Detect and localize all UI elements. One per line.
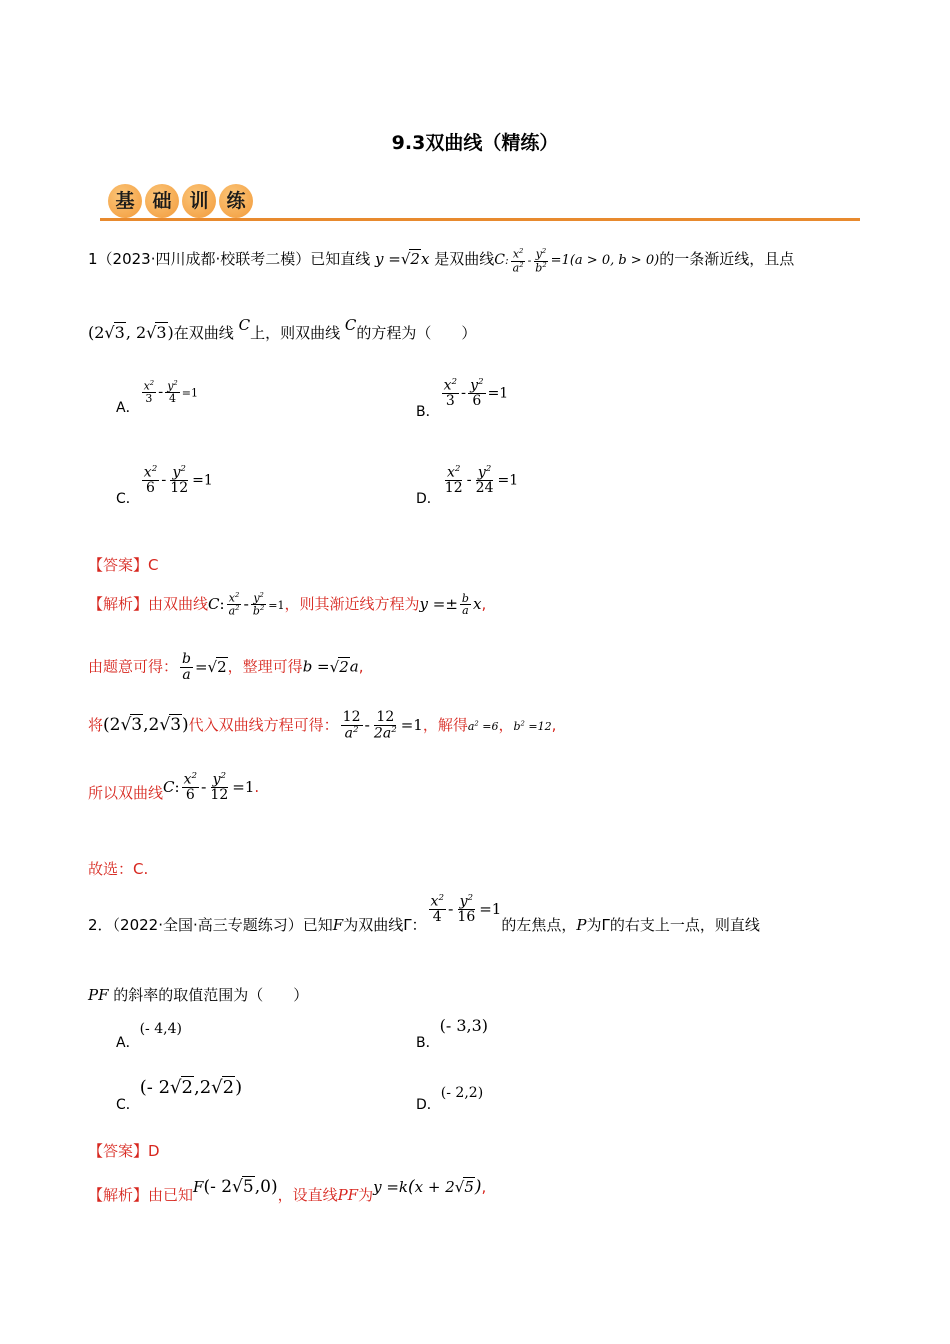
q1-option-d[interactable]: D． $\frac{x^2}{12}$ - $\frac{y^2}{24}$ =1 <box>416 464 519 507</box>
q1-stem-line2: (2√3, 2√3)在双曲线 C上，则双曲线 C的方程为（ ） <box>88 316 477 342</box>
sol-text: ，整理可得 <box>227 657 303 676</box>
q2-line2: 的斜率的取值范围为（ ） <box>113 986 309 1004</box>
q1-solution-choice: 故选：C. <box>88 860 149 878</box>
option-label: D． <box>416 1097 441 1113</box>
q2-option-a[interactable]: A．(- 4,4) <box>116 1021 182 1051</box>
q2-prefix: 2．（2022·全国·高三专题练习）已知 <box>88 916 333 935</box>
sol-text: 由题意可得： <box>88 657 179 676</box>
badge-xun: 训 <box>182 184 216 218</box>
sol-text: 由双曲线 <box>148 595 209 614</box>
q1-line2-a: 在双曲线 <box>173 324 234 342</box>
badge-ji: 基 <box>108 184 142 218</box>
sol-text: ，设直线 <box>277 1186 338 1204</box>
q1-answer: 【答案】C <box>88 556 159 574</box>
q1-solution-line2: 由题意可得： $\frac{b}{a}$ =√2，整理可得b =√2a, <box>88 651 364 683</box>
q1-option-a[interactable]: A． $\frac{x^2}{3}$ - $\frac{y^2}{4}$ =1 <box>116 379 198 417</box>
q1-mid: 是双曲线 <box>434 250 495 268</box>
sol-text: 将 <box>88 716 104 735</box>
option-label: B． <box>416 403 440 420</box>
q1-suffix: 的一条渐近线，且点 <box>659 250 795 268</box>
q1-line2-b: 上，则双曲线 <box>250 324 341 342</box>
q2-option-b[interactable]: B．(- 3,3) <box>416 1016 489 1051</box>
sol-text: ，则其渐近线方程为 <box>284 595 420 614</box>
sol-text: 为 <box>358 1186 374 1204</box>
page-title: 9.3双曲线（精练） <box>391 132 559 154</box>
q1-point: (2√3, 2√3) <box>88 323 174 342</box>
option-label: C． <box>116 490 140 507</box>
q2-option-d[interactable]: D．(- 2,2) <box>416 1085 484 1113</box>
q1-option-c[interactable]: C． $\frac{x^2}{6}$ - $\frac{y^2}{12}$ =1 <box>116 464 213 507</box>
q2-option-c[interactable]: C．(- 2√2,2√2) <box>116 1077 243 1113</box>
q1-line2-c: 的方程为（ ） <box>356 324 477 342</box>
badge-lian: 练 <box>219 184 253 218</box>
sol-text: 由已知 <box>148 1186 194 1204</box>
option-label: C． <box>116 1097 140 1113</box>
option-label: A． <box>116 400 140 417</box>
q1-solution-line4: 所以双曲线C: $\frac{x^2}{6}$ - $\frac{y^2}{12}$ =1. <box>88 771 260 804</box>
q1-option-b[interactable]: B． $\frac{x^2}{3}$ - $\frac{y^2}{6}$ =1 <box>416 377 509 420</box>
option-label: D． <box>416 490 441 507</box>
q2-answer: 【答案】D <box>88 1142 160 1160</box>
q2-solution-line1: 【解析】由已知F(- 2√5,0)，设直线PF为y =k(x + 2√5), <box>88 1177 487 1204</box>
q2-stem-line1: 2．（2022·全国·高三专题练习）已知F为双曲线Γ： $\frac{x^2}{4}$ - $\frac{y^2}{16}$ =1的左焦点，P为Γ的右支上一点，则直线 <box>88 893 760 935</box>
q1-stem-line1 <box>88 248 794 274</box>
section-banner <box>100 180 860 222</box>
option-label: B． <box>416 1035 440 1051</box>
q2-mid: 为双曲线Γ： <box>343 916 427 935</box>
q1-hyperbola-def: C: $\frac{x^2}{a^2}$ - $\frac{y^2}{b^2}$ =1(a > 0, b > 0) <box>494 247 660 275</box>
sol-text: ，解得 <box>422 716 468 735</box>
q1-solution-line1: 【解析】由双曲线C: $\frac{x^2}{a^2}$ - $\frac{y^2}{b^2}$ =1，则其渐近线方程为y =± $\frac{b}{a}$ x, <box>88 591 487 618</box>
q1-solution-line3: 将(2√3,2√3)代入双曲线方程可得： $\frac{12}{a^2}$ - $\frac{12}{2a^2}$ =1，解得$a^2 =6$，$b^2 =12$, <box>88 709 557 742</box>
banner-underline <box>100 218 860 221</box>
sol-text: 所以双曲线 <box>88 784 164 803</box>
analysis-label: 【解析】 <box>88 595 149 614</box>
q2-stem-line2: PF 的斜率的取值范围为（ ） <box>88 986 309 1004</box>
sol-text: 代入双曲线方程可得： <box>188 716 339 735</box>
q2-suffix2: 为Γ的右支上一点，则直线 <box>586 916 760 935</box>
analysis-label: 【解析】 <box>88 1186 149 1204</box>
q2-suffix: 的左焦点， <box>501 916 577 935</box>
q1-line-eq: y =√2x <box>370 250 435 268</box>
option-label: A． <box>116 1035 140 1051</box>
q1-prefix: 1（2023·四川成都·校联考二模）已知直线 <box>88 250 371 268</box>
badge-chu: 础 <box>145 184 179 218</box>
